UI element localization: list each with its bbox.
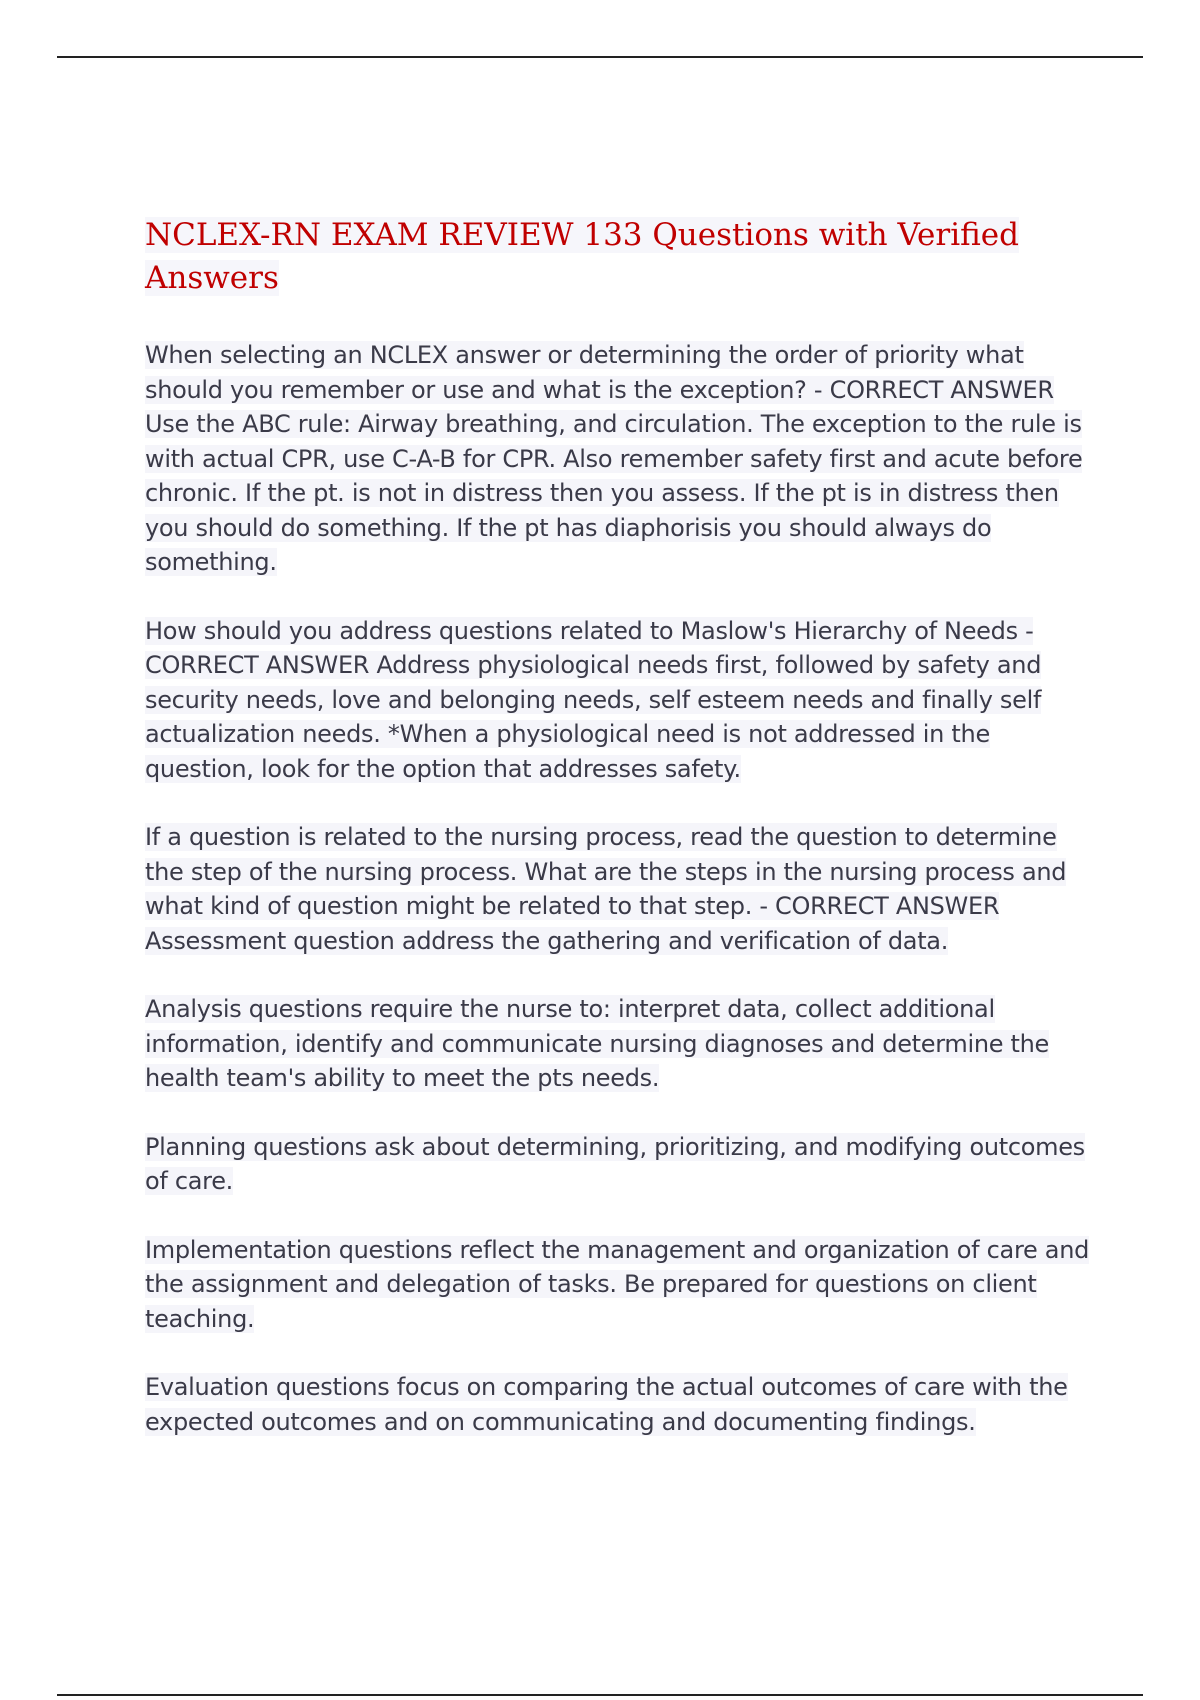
paragraph-text: When selecting an NCLEX answer or determining the order of priority what should you remember or use and what is the exception? - CORRECT ANSWER Use the ABC rule: Airway breathing, and circulation. The exception to the rule is with actual CPR, use C-A-B for CPR. Also remember safety first and acute before chronic. If the pt. is not in distress then you assess. If the pt is in distress then you should do something. If the pt has diaphorisis you should always do something.	[145, 341, 1083, 576]
paragraph-text: If a question is related to the nursing process, read the question to determine the step of the nursing process. What are the steps in the nursing process and what kind of question might be related to that step. - CORRECT ANSWER Assessment question address the gathering and verification of data.	[145, 823, 1067, 955]
title-block	[145, 214, 1090, 300]
paragraph-text: Implementation questions reflect the management and organization of care and the assignment and delegation of tasks. Be prepared for questions on client teaching.	[145, 1235, 1090, 1333]
paragraph-nursing-process	[145, 820, 1090, 958]
paragraph-text: Planning questions ask about determining, prioritizing, and modifying outcomes of care.	[145, 1132, 1085, 1195]
document-content	[145, 214, 1090, 1473]
paragraph-implementation	[145, 1233, 1090, 1337]
paragraph-evaluation	[145, 1370, 1090, 1439]
document-title: NCLEX-RN EXAM REVIEW 133 Questions with Verified Answers	[145, 217, 1019, 296]
paragraph-abc-rule	[145, 338, 1090, 580]
bottom-rule	[57, 1694, 1143, 1696]
paragraph-planning	[145, 1130, 1090, 1199]
paragraph-text: Analysis questions require the nurse to: interpret data, collect additional information, identify and communicate nursing diagnoses and determine the health team's ability to meet the pts needs.	[145, 995, 1050, 1092]
paragraph-text: How should you address questions related to Maslow's Hierarchy of Needs - CORRECT ANSWER Address physiological needs first, followed by safety and security needs, love and belonging needs, self esteem needs and finally self actualization needs. *When a physiological need is not addressed in the question, look for the option that addresses safety.	[145, 616, 1042, 783]
paragraph-text: Evaluation questions focus on comparing the actual outcomes of care with the expected outcomes and on communicating and documenting findings.	[145, 1373, 1068, 1436]
top-rule	[57, 56, 1143, 58]
paragraph-analysis	[145, 992, 1090, 1096]
paragraph-maslow	[145, 614, 1090, 787]
